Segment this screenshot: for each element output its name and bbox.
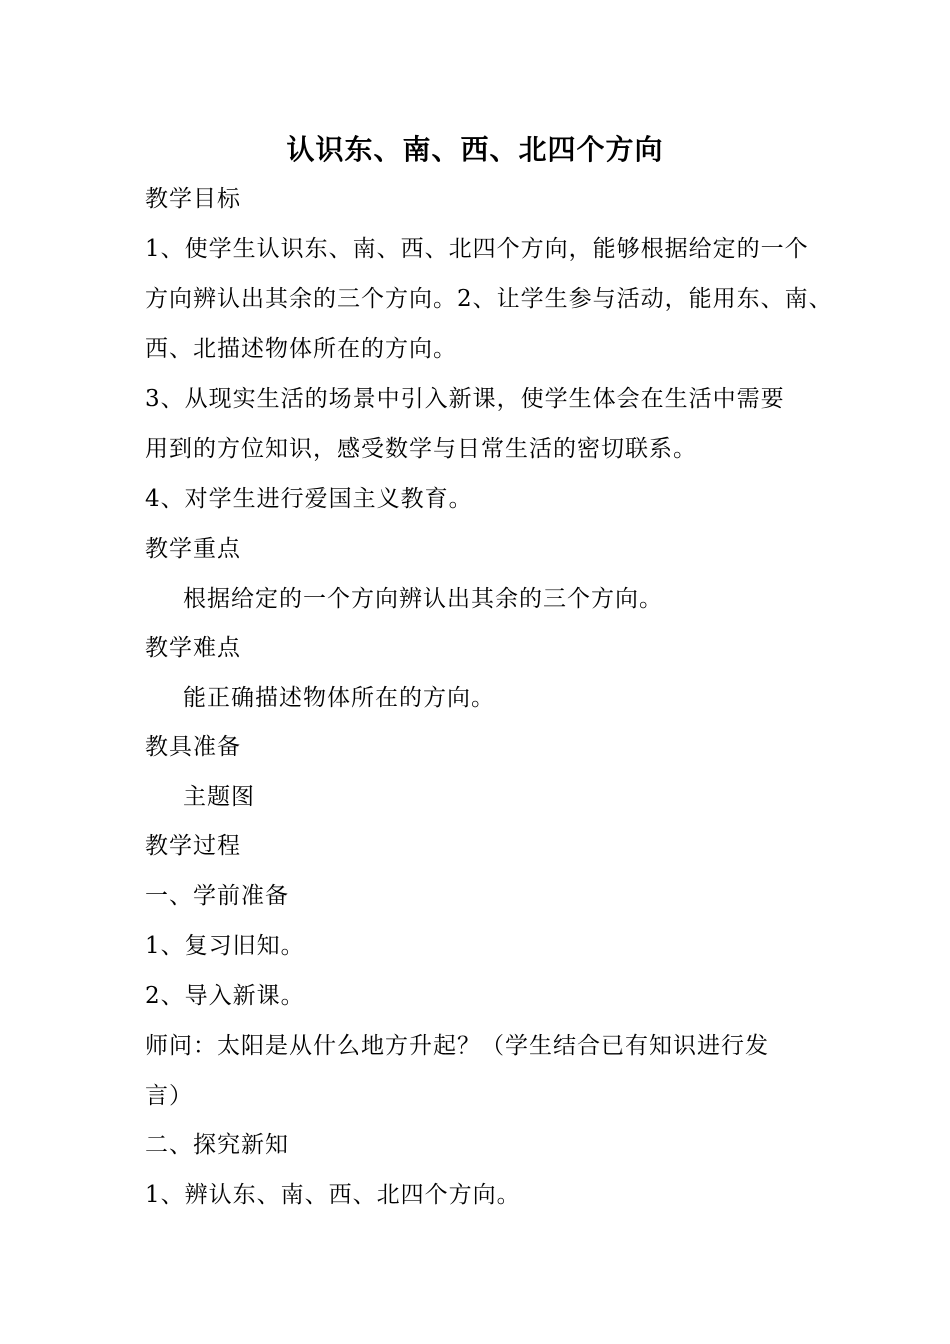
- process-item-review: 1、复习旧知。: [145, 933, 305, 959]
- difficult-point-text: 能正确描述物体所在的方向。: [183, 685, 495, 711]
- document-title: 认识东、南、西、北四个方向: [286, 133, 664, 166]
- section-heading-difficult-points: 教学难点: [145, 635, 241, 661]
- key-point-text: 根据给定的一个方向辨认出其余的三个方向。: [183, 586, 663, 612]
- section-heading-key-points: 教学重点: [145, 536, 241, 562]
- process-item-identify-directions: 1、辨认东、南、西、北四个方向。: [145, 1182, 521, 1208]
- section-heading-teaching-goals: 教学目标: [145, 186, 241, 212]
- section-heading-teaching-process: 教学过程: [145, 833, 241, 859]
- teacher-question-line-1: 师问：太阳是从什么地方升起？（学生结合已有知识进行发: [145, 1033, 769, 1059]
- goal-4: 4、对学生进行爱国主义教育。: [145, 486, 473, 512]
- goal-3-line-1: 3、从现实生活的场景中引入新课，使学生体会在生活中需要: [145, 386, 785, 412]
- section-heading-teaching-aids: 教具准备: [145, 734, 241, 760]
- process-step-2-heading: 二、探究新知: [145, 1132, 289, 1158]
- goal-3-line-2: 用到的方位知识，感受数学与日常生活的密切联系。: [145, 436, 697, 462]
- teaching-aid-text: 主题图: [183, 784, 255, 810]
- process-step-1-heading: 一、学前准备: [145, 883, 289, 909]
- goal-1-line-2: 方向辨认出其余的三个方向。2、让学生参与活动，能用东、南、: [145, 286, 833, 312]
- process-item-introduce: 2、导入新课。: [145, 983, 305, 1009]
- teacher-question-line-2: 言）: [145, 1083, 193, 1109]
- goal-1-line-3: 西、北描述物体所在的方向。: [145, 336, 457, 362]
- goal-1-line-1: 1、使学生认识东、南、西、北四个方向，能够根据给定的一个: [145, 236, 809, 262]
